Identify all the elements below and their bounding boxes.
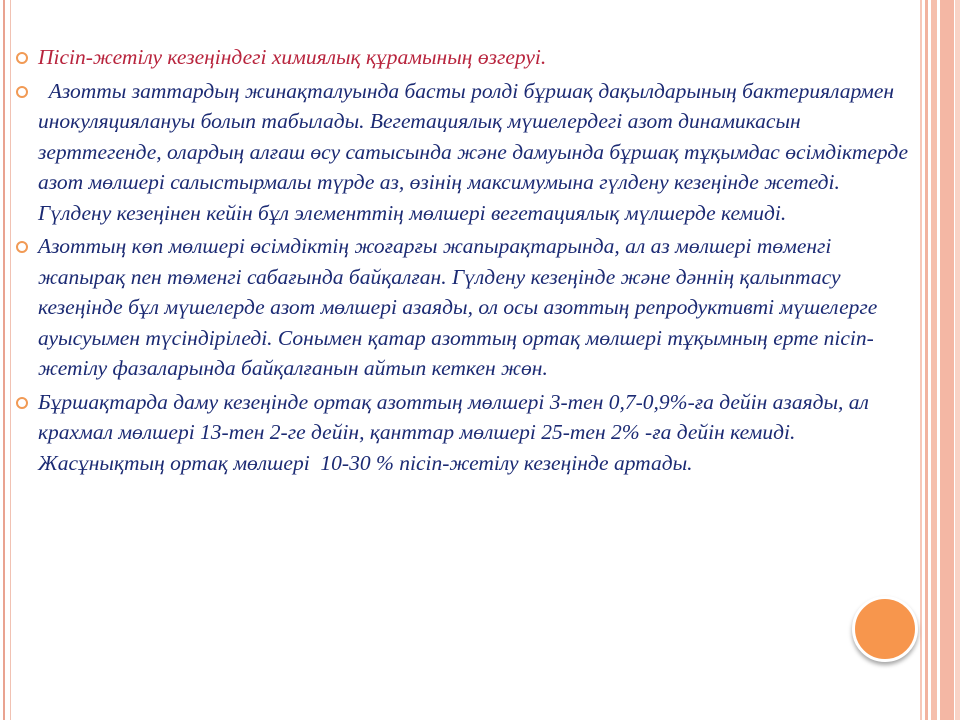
left-frame-line	[3, 0, 5, 720]
paragraph-text: Бұршақтарда даму кезеңінде ортақ азоттың мөлшері 3-тен 0,7-0,9%-ға дейін азаяды, ал крахмал мөлшері 13-тен 2-ге дейін, қанттар мөлшері 25-тен 2% -ға дейін кемиді. Жасұнықтың ортақ мөлшері 10-30 % пісіп-жетілу кезеңінде артады.	[38, 389, 875, 475]
bullet-paragraph-2	[13, 231, 913, 384]
bullet-ring-icon	[16, 241, 28, 253]
paragraph-text: Азоттың көп мөлшері өсімдіктің жоғарғы жапырақтарында, ал аз мөлшері төменгі жапырақ пен төменгі сабағында байқалған. Гүлдену кезеңінде және дәннің қалыптасу кезеңінде бұл мүшелерде азот мөлшері азаяды, ол осы азоттың репродуктивті мүшелерге ауысуымен түсіндіріледі. Сонымен қатар азоттың ортақ мөлшері тұқымның ерте пісіп-жетілу фазаларында байқалғанын айтып кеткен жөн.	[38, 234, 878, 380]
right-stripe-2	[925, 0, 928, 720]
right-stripe-4	[940, 0, 954, 720]
right-stripe-3	[931, 0, 937, 720]
bullet-ring-icon	[16, 52, 28, 64]
bullet-ring-icon	[16, 86, 28, 98]
bullet-ring-icon	[16, 397, 28, 409]
left-frame-inner-line	[10, 0, 11, 720]
bullet-paragraph-3	[13, 387, 913, 479]
orange-circle-decoration	[852, 596, 918, 662]
paragraph-text: Азотты заттардың жинақталуында басты ролді бұршақ дақылдарының бактериялармен инокуляциялануы болып табылады. Вегетациялық мүшелердегі азот динамикасын зерттегенде, олардың алғаш өсу сатысында және дамуында бұршақ тұқымдас өсімдіктерде азот мөлшері салыстырмалы түрде аз, өзінің максимумына гүлдену кезеңінде жетеді. Гүлдену кезеңінен кейін бұл элементтің мөлшері вегетациялық мүлшерде кемиді.	[38, 78, 914, 225]
bullet-paragraph-1	[13, 76, 913, 229]
slide-content	[13, 42, 913, 481]
slide-title-item	[13, 42, 913, 73]
right-stripe-1	[920, 0, 922, 720]
right-stripe-5	[955, 0, 960, 720]
slide-title: Пісіп-жетілу кезеңіндегі химиялық құрамының өзгеруі.	[38, 45, 547, 69]
